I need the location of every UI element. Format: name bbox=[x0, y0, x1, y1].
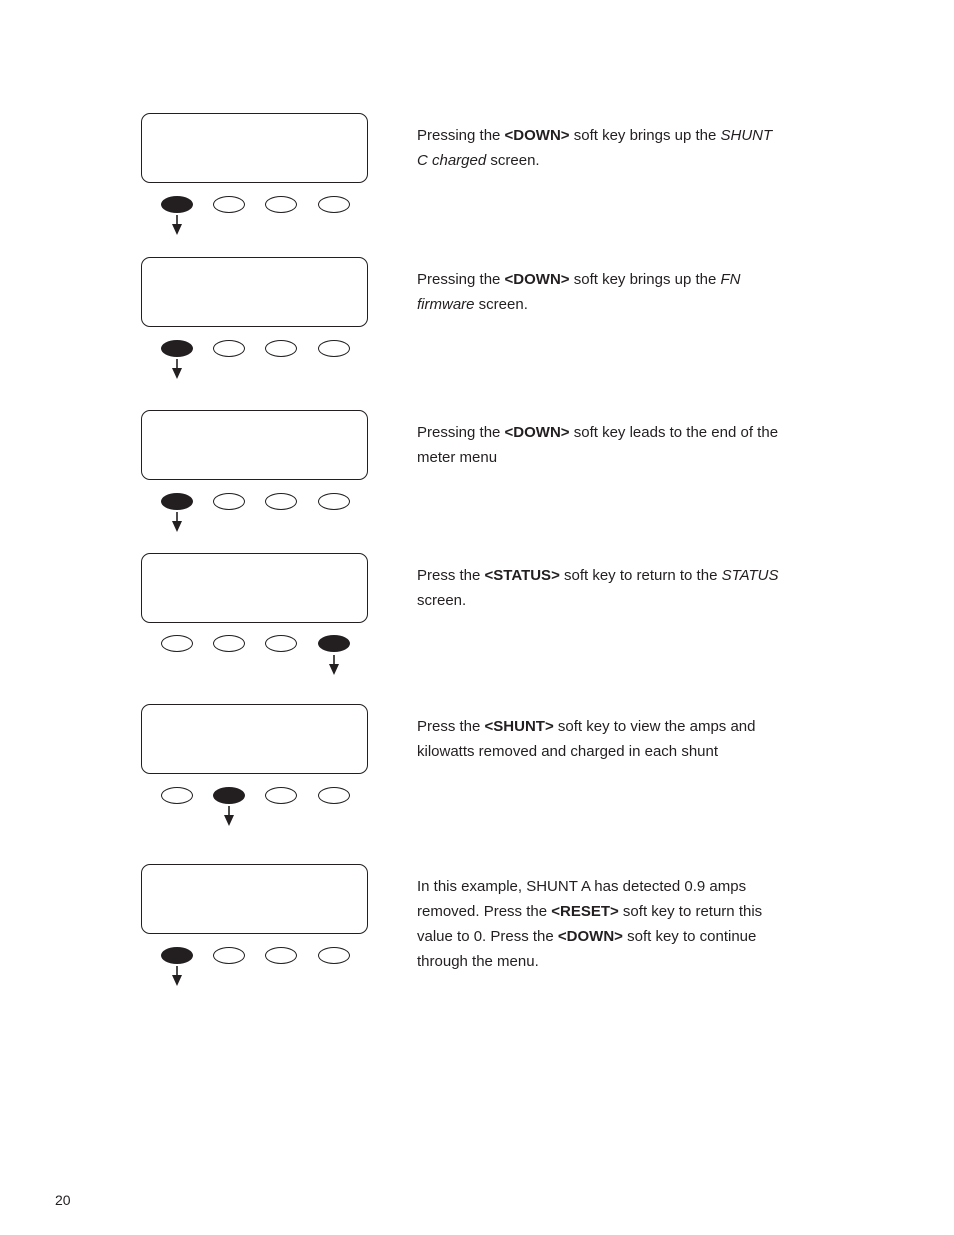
soft-key-name: <DOWN> bbox=[557, 928, 623, 945]
soft-key-1[interactable] bbox=[161, 635, 193, 652]
screen-name: FN firmware bbox=[417, 271, 741, 313]
soft-key-1-pressed[interactable] bbox=[161, 340, 193, 357]
down-arrow-icon bbox=[170, 215, 184, 235]
soft-key-4[interactable] bbox=[318, 787, 350, 804]
description-text: screen. bbox=[417, 592, 467, 609]
description-text: soft key brings up the bbox=[569, 271, 721, 288]
description-text: In this example, SHUNT A has detected 0.9 amps removed. Press the bbox=[417, 878, 747, 920]
lcd-display bbox=[141, 113, 368, 183]
soft-keys bbox=[158, 787, 358, 811]
down-arrow-icon bbox=[170, 966, 184, 986]
description-text: soft key to return to the bbox=[559, 567, 722, 584]
lcd-display bbox=[141, 257, 368, 327]
lcd-display bbox=[141, 553, 368, 623]
soft-key-4[interactable] bbox=[318, 947, 350, 964]
description-text: Press the bbox=[417, 567, 485, 584]
soft-key-4[interactable] bbox=[318, 493, 350, 510]
soft-keys bbox=[158, 196, 358, 220]
down-arrow-icon bbox=[170, 512, 184, 532]
soft-key-2[interactable] bbox=[213, 493, 245, 510]
soft-key-4[interactable] bbox=[318, 340, 350, 357]
description-text: Pressing the bbox=[417, 271, 505, 288]
step-description bbox=[417, 123, 787, 173]
soft-key-2[interactable] bbox=[213, 340, 245, 357]
step-description bbox=[417, 563, 787, 613]
screen-name: STATUS bbox=[721, 567, 779, 584]
soft-key-1-pressed[interactable] bbox=[161, 196, 193, 213]
lcd-display bbox=[141, 410, 368, 480]
soft-key-name: <STATUS> bbox=[484, 567, 560, 584]
step-description bbox=[417, 420, 787, 470]
soft-key-3[interactable] bbox=[265, 787, 297, 804]
soft-key-1-pressed[interactable] bbox=[161, 947, 193, 964]
soft-key-1[interactable] bbox=[161, 787, 193, 804]
description-text: soft key to view the amps and kilowatts removed and charged in each shunt bbox=[417, 718, 756, 760]
description-text: soft key brings up the bbox=[569, 127, 721, 144]
description-text: soft key leads to the end of the meter menu bbox=[417, 424, 779, 466]
description-text: soft key to continue through the menu. bbox=[417, 928, 757, 970]
soft-key-3[interactable] bbox=[265, 947, 297, 964]
screen-name: SHUNT C charged bbox=[417, 127, 773, 169]
soft-key-3[interactable] bbox=[265, 340, 297, 357]
lcd-display bbox=[141, 864, 368, 934]
soft-keys bbox=[158, 340, 358, 364]
description-text: Pressing the bbox=[417, 127, 505, 144]
lcd-display bbox=[141, 704, 368, 774]
soft-key-2[interactable] bbox=[213, 947, 245, 964]
down-arrow-icon bbox=[222, 806, 236, 826]
page-number: 20 bbox=[55, 1192, 71, 1208]
description-text: screen. bbox=[474, 296, 528, 313]
step-description bbox=[417, 267, 787, 317]
step-description bbox=[417, 714, 787, 764]
soft-key-3[interactable] bbox=[265, 493, 297, 510]
soft-key-name: <DOWN> bbox=[504, 271, 570, 288]
soft-key-2[interactable] bbox=[213, 635, 245, 652]
soft-key-4[interactable] bbox=[318, 196, 350, 213]
soft-key-name: <RESET> bbox=[551, 903, 619, 920]
soft-key-4-pressed[interactable] bbox=[318, 635, 350, 652]
soft-keys bbox=[158, 493, 358, 517]
step-description bbox=[417, 874, 787, 974]
description-text: soft key to return this value to 0. Press the bbox=[417, 903, 763, 945]
soft-keys bbox=[158, 947, 358, 971]
soft-key-2[interactable] bbox=[213, 196, 245, 213]
soft-key-1-pressed[interactable] bbox=[161, 493, 193, 510]
description-text: screen. bbox=[486, 152, 540, 169]
description-text: Press the bbox=[417, 718, 485, 735]
soft-key-name: <DOWN> bbox=[504, 424, 570, 441]
soft-key-2-pressed[interactable] bbox=[213, 787, 245, 804]
soft-key-name: <DOWN> bbox=[504, 127, 570, 144]
down-arrow-icon bbox=[170, 359, 184, 379]
down-arrow-icon bbox=[327, 655, 341, 675]
soft-key-name: <SHUNT> bbox=[484, 718, 554, 735]
description-text: Pressing the bbox=[417, 424, 505, 441]
soft-key-3[interactable] bbox=[265, 196, 297, 213]
soft-key-3[interactable] bbox=[265, 635, 297, 652]
